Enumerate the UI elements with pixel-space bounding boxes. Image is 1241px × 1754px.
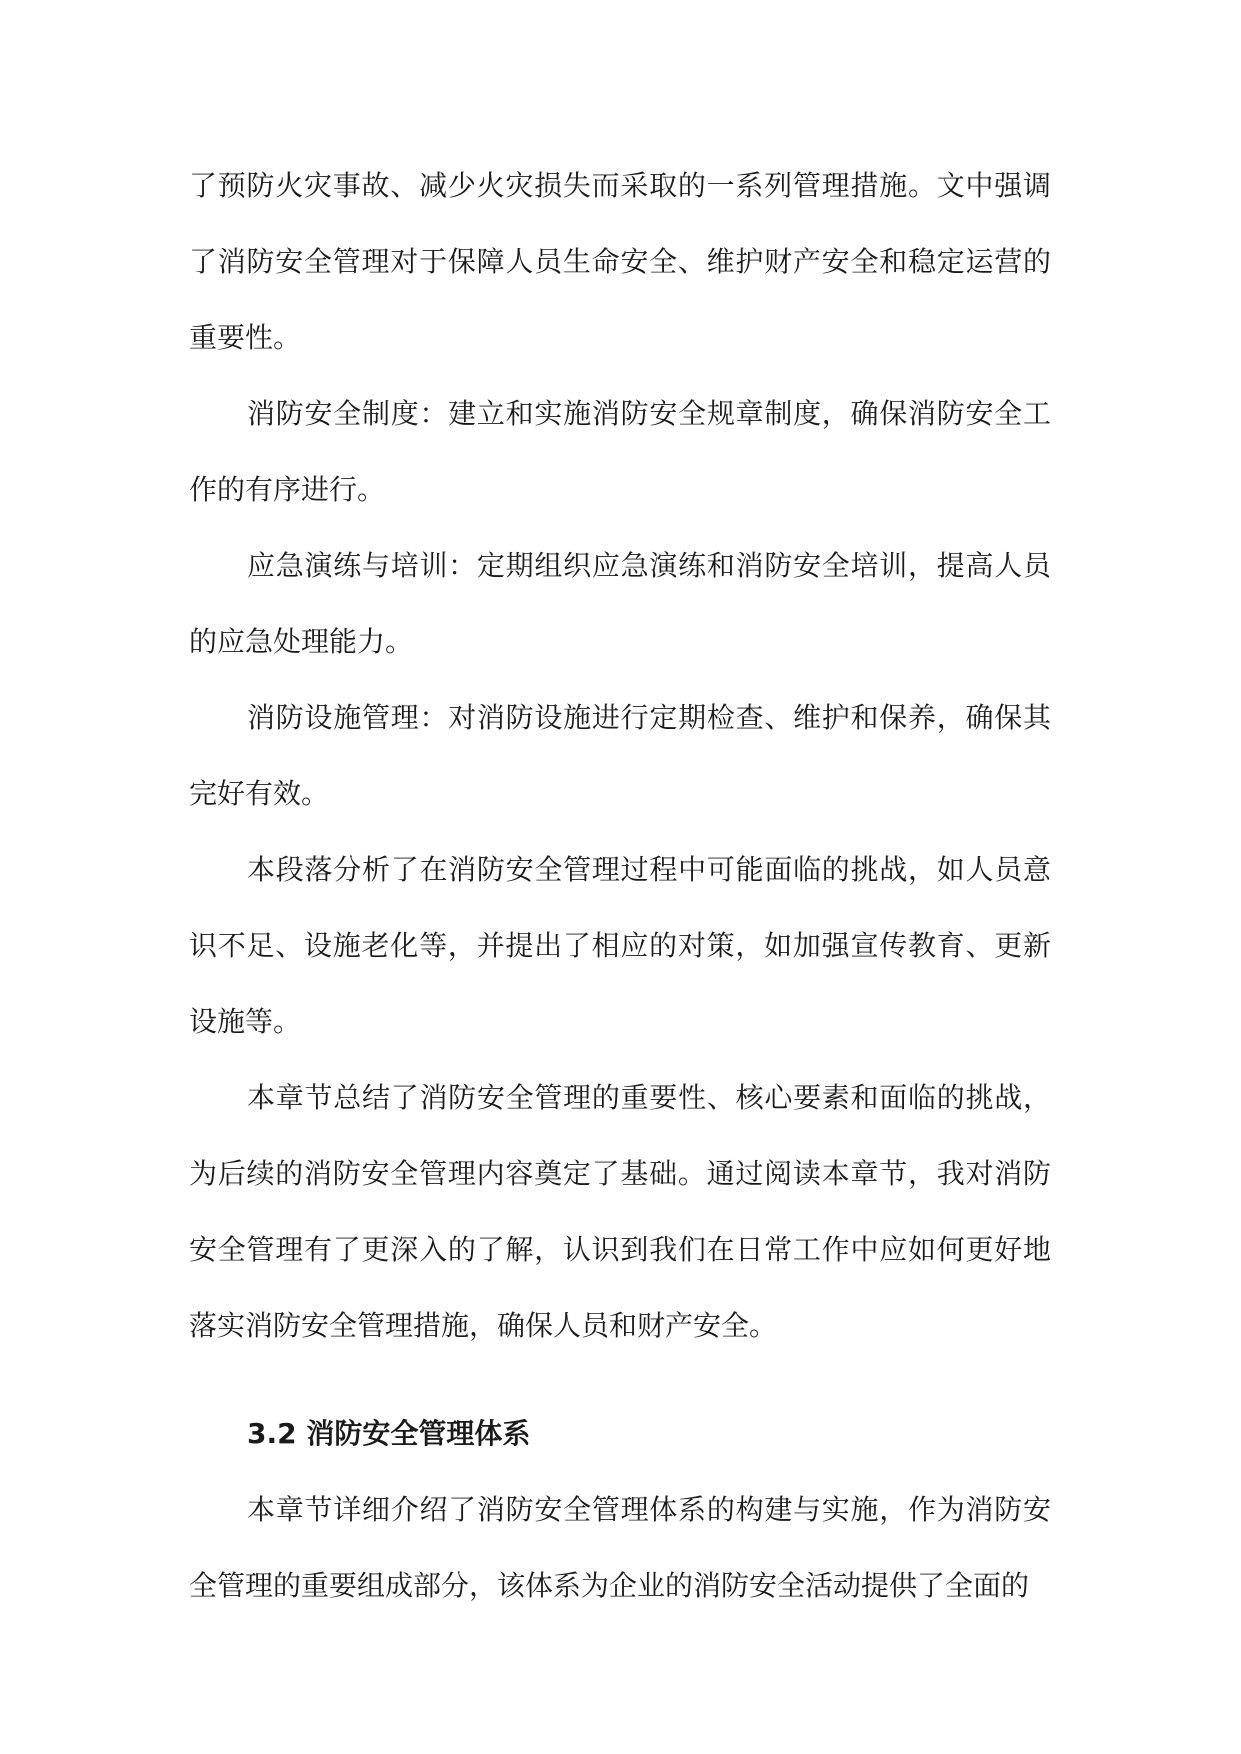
paragraph-continuation: 了预防火灾事故、减少火灾损失而采取的一系列管理措施。文中强调了消防安全管理对于保障人员生命安全、维护财产安全和稳定运营的重要性。 [189, 169, 1051, 354]
paragraph-chapter-summary: 本章节总结了消防安全管理的重要性、核心要素和面临的挑战，为后续的消防安全管理内容奠定了基础。通过阅读本章节，我对消防安全管理有了更深入的了解，认识到我们在日常工作中应如何更好地落实消防安全管理措施，确保人员和财产安全。 [189, 1081, 1051, 1342]
paragraph-section-intro: 本章节详细介绍了消防安全管理体系的构建与实施，作为消防安全管理的重要组成部分，该体系为企业的消防安全活动提供了全面的 [189, 1493, 1051, 1602]
paragraph-challenges-analysis: 本段落分析了在消防安全管理过程中可能面临的挑战，如人员意识不足、设施老化等，并提出了相应的对策，如加强宣传教育、更新设施等。 [189, 853, 1051, 1038]
paragraph-fire-safety-system: 消防安全制度：建立和实施消防安全规章制度，确保消防安全工作的有序进行。 [189, 397, 1051, 506]
section-heading: 3.2 消防安全管理体系 [247, 1417, 531, 1450]
document-body [189, 148, 1051, 1624]
paragraph-emergency-drill-training: 应急演练与培训：定期组织应急演练和消防安全培训，提高人员的应急处理能力。 [189, 549, 1051, 658]
paragraph-fire-facility-management: 消防设施管理：对消防设施进行定期检查、维护和保养，确保其完好有效。 [189, 701, 1051, 810]
